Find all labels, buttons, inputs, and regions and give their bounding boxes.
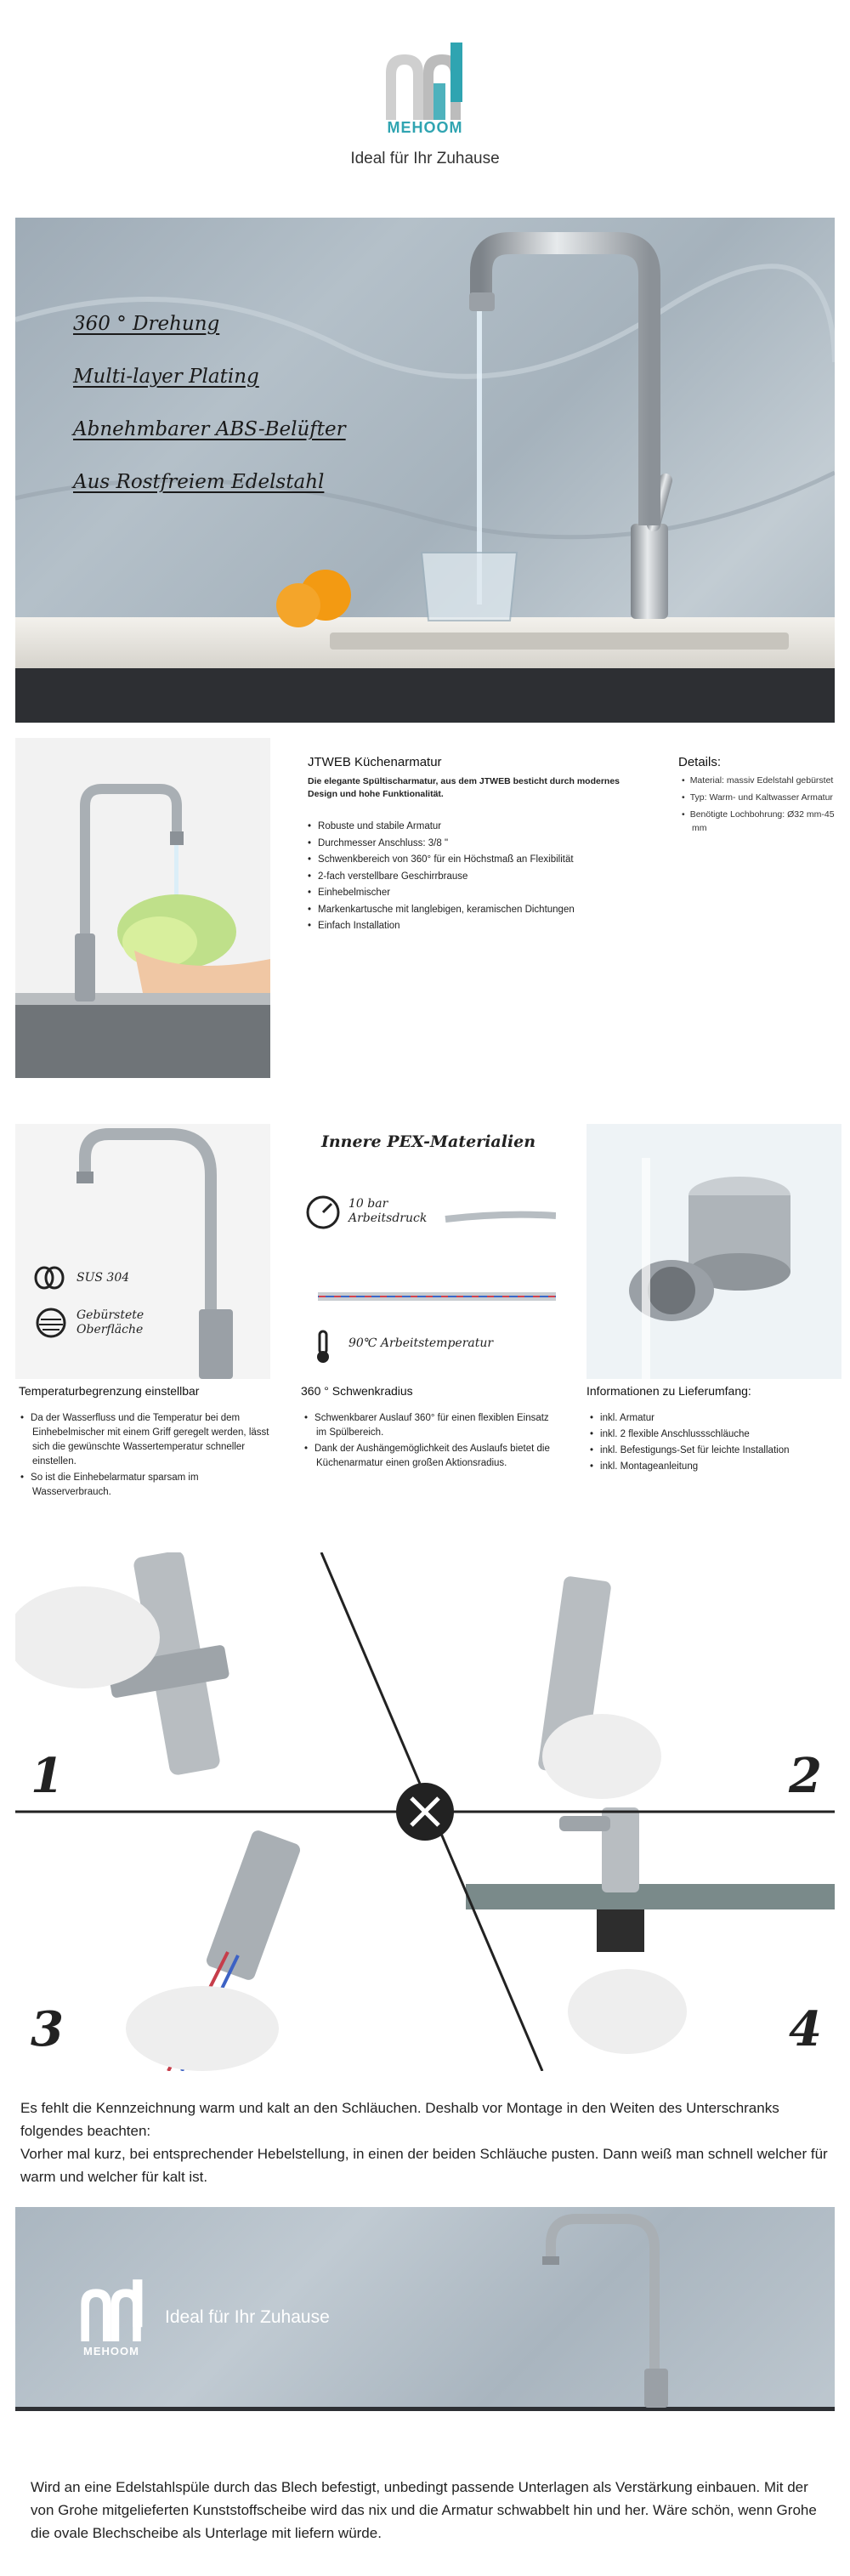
heading-swivel: 360 ° Schwenkradius [301,1384,413,1398]
hero-feature-rotation: 360 ° Drehung [73,313,220,335]
list-item: • Typ: Warm- und Kaltwasser Armatur [682,791,843,804]
product-feature-list [308,819,631,935]
hero-banner [15,218,835,723]
coin-stack-icon [34,1265,68,1291]
list-item: • inkl. 2 flexible Anschlussschläuche [590,1427,845,1442]
list-item: • Einfach Installation [308,918,631,935]
list-item: • Material: massiv Edelstahl gebürstet [682,774,843,787]
thermometer-icon [304,1328,342,1365]
badge-material: SUS 304 [76,1271,130,1285]
panel-aerator [586,1124,842,1379]
list-item: • Durchmesser Anschluss: 3/8 " [308,836,631,853]
step-number-3: 3 [31,2001,64,2057]
list-item: • Robuste und stabile Armatur [308,819,631,836]
list-item: • Einhebelmischer [308,885,631,902]
banner-brand-name: MEHOOM [83,2345,139,2358]
pex-title: Innere PEX-Materialien [320,1132,536,1151]
installation-illustration [15,1552,835,2071]
mehoom-logo-icon [379,39,473,124]
list-item: • Benötigte Lochbohrung: Ø32 mm-45 mm [682,808,843,835]
delivery-list [590,1411,845,1476]
pressure-value: 10 bar [348,1197,388,1211]
list-item: • Da der Wasserfluss und die Temperatur bei dem Einhebelmischer mit einem Griff geregelt werden, lässt sich die gewünschte Wassertemperatur schneller einstellen. [20,1411,275,1469]
list-item: • Dank der Aushängemöglichkeit des Auslaufs bietet die Küchenarmatur einen großen Aktionsradius. [304,1442,551,1471]
installation-note-line1: Es fehlt die Kennzeichnung warm und kalt an den Schläuchen. Deshalb vor Montage in den Weiten des Unterschranks folgendes beachten: [20,2100,779,2139]
details-title: Details: [678,755,722,769]
mounting-note: Wird an eine Edelstahlspüle durch das Blech befestigt, unbedingt passende Unterlagen als Verstärkung einbauen. Mit der von Grohe mitgelieferten Kunststoffscheibe wird das nix und die Armatur schwabbelt hin und her. Wäre schön, wenn Grohe die ovale Blechscheibe als Unterlage mit liefern würde. [31,2479,817,2541]
list-item: • 2-fach verstellbare Geschirrbrause [308,869,631,886]
list-item: • inkl. Montageanleitung [590,1460,845,1474]
kitchen-faucet-illustration [15,218,835,723]
aerator-photo [586,1124,842,1379]
heading-delivery: Informationen zu Lieferumfang: [586,1384,751,1398]
header-tagline: Ideal für Ihr Zuhause [350,150,500,167]
list-item: • inkl. Befestigungs-Set für leichte Installation [590,1444,845,1458]
installation-note [20,2097,828,2188]
heading-temperature: Temperaturbegrenzung einstellbar [19,1384,200,1398]
badge-surface-line2: Oberfläche [76,1323,144,1336]
step-number-4: 4 [789,2001,822,2057]
brand-name: MEHOOM [387,119,463,136]
list-item: • Schwenkbereich von 360° für ein Höchstmaß an Flexibilität [308,852,631,869]
details-list [682,774,843,838]
list-item: • Schwenkbarer Auslauf 360° für einen flexiblen Einsatz im Spülbereich. [304,1411,551,1440]
installation-steps [15,1552,835,2071]
step-number-2: 2 [789,1748,822,1804]
hero-feature-aerator: Abnehmbarer ABS-Belüfter [73,418,346,440]
temperature-label: 90℃ Arbeitstemperatur [348,1336,494,1350]
pressure-label: Arbeitsdruck [348,1211,428,1225]
brushed-surface-icon [34,1306,68,1340]
panel-material [15,1124,270,1379]
product-title: JTWEB Küchenarmatur [308,755,442,769]
banner-tagline: Ideal für Ihr Zuhause [165,2307,330,2327]
temperature-list [20,1411,275,1501]
step-number-1: 1 [31,1748,64,1804]
brand-banner [15,2207,835,2411]
mehoom-logo-white-icon [75,2277,151,2345]
installation-note-line2: Vorher mal kurz, bei entsprechender Hebelstellung, in einen der beiden Schläuche pusten. Dann weiß man schnell welcher für warm und welcher für kalt ist. [20,2146,828,2185]
product-lead: Die elegante Spültischarmatur, aus dem JTWEB besticht durch modernes Design und hohe Funktionalität. [308,776,620,799]
list-item: • So ist die Einhebelarmatur sparsam im Wasserverbrauch. [20,1471,275,1500]
hero-feature-plating: Multi-layer Plating [73,366,259,388]
list-item: • inkl. Armatur [590,1411,845,1426]
list-item: • Markenkartusche mit langlebigen, keramischen Dichtungen [308,902,631,919]
panel-pex [301,1124,556,1379]
swivel-list [304,1411,551,1472]
hero-feature-steel: Aus Rostfreiem Edelstahl [73,471,325,493]
badge-surface-line1: Gebürstete [76,1308,144,1322]
product-photo-lettuce [15,738,270,1078]
